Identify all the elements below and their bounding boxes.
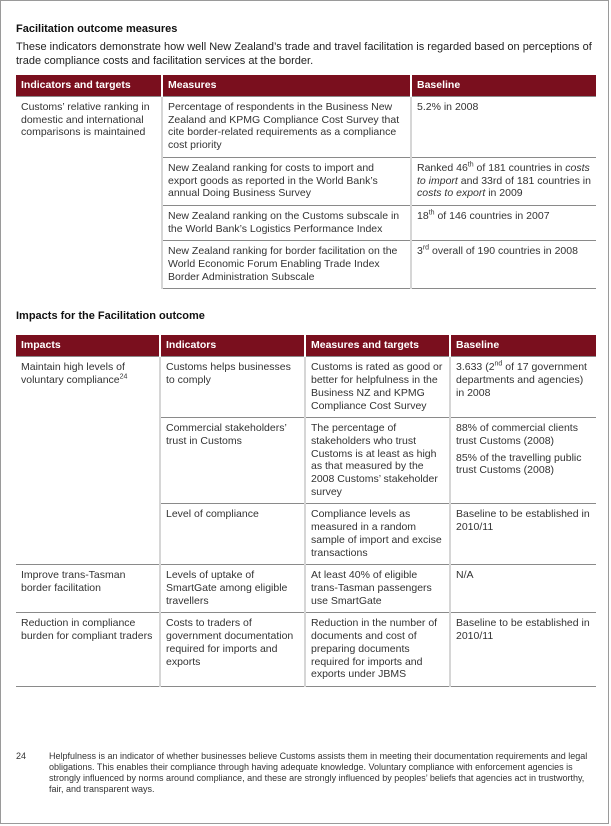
baseline-cell: Baseline to be established in 2010/11	[450, 613, 596, 687]
footnote-text: Helpfulness is an indicator of whether businesses believe Customs assists them in meeting their documentation requirements and legal obligations. This enables their compliance through having adequate knowledge. Voluntary compliance with enforcement agencies is strongly influenced by norms around compliance, and these are strongly influenced by peoples’ beliefs that agencies act in trustworthy, fair, and transparent ways.	[49, 751, 588, 794]
table-row	[16, 97, 596, 158]
baseline-cell: 5.2% in 2008	[411, 97, 596, 158]
facilitation-table	[16, 75, 596, 289]
baseline-cell: 3rd overall of 190 countries in 2008	[411, 241, 596, 289]
indicator-cell: Customs’ relative ranking in domestic and international comparisons is maintained	[16, 97, 162, 289]
baseline-line: 88% of commercial clients trust Customs (2008)	[456, 422, 578, 447]
table-row	[16, 357, 596, 418]
baseline-cell: 18th of 146 countries in 2007	[411, 205, 596, 240]
footnote	[16, 751, 591, 795]
header-indicators: Indicators	[160, 335, 305, 357]
impact-cell: Improve trans-Tasman border facilitation	[16, 565, 160, 613]
indicator-cell: Commercial stakeholders’ trust in Customs	[160, 418, 305, 504]
header-indicators-targets: Indicators and targets	[16, 75, 162, 97]
baseline-cell: 3.633 (2nd of 17 government departments and agencies) in 2008	[450, 357, 596, 418]
impact-cell: Maintain high levels of voluntary compliance$^{24}$	[16, 357, 160, 565]
impacts-table	[16, 335, 596, 686]
measure-cell: Compliance levels as measured in a random sample of import and excise transactions	[305, 504, 450, 565]
measure-cell: At least 40% of eligible trans-Tasman passengers use SmartGate	[305, 565, 450, 613]
header-measures: Measures	[162, 75, 411, 97]
measure-cell: Reduction in the number of documents and cost of preparing documents required for imports and exports under JBMS	[305, 613, 450, 687]
indicator-cell: Customs helps businesses to comply	[160, 357, 305, 418]
footnote-number: 24	[16, 751, 27, 761]
header-baseline: Baseline	[411, 75, 596, 97]
table-row	[16, 565, 596, 613]
baseline-cell	[450, 418, 596, 504]
impacts-title: Impacts for the Facilitation outcome	[16, 310, 205, 323]
baseline-cell: N/A	[450, 565, 596, 613]
baseline-line: 85% of the travelling public trust Customs (2008)	[456, 451, 582, 477]
measure-cell: New Zealand ranking for border facilitation on the World Economic Forum Enabling Trade Index Border Administration Subscale	[162, 241, 411, 289]
header-measures-targets: Measures and targets	[305, 335, 450, 357]
indicator-cell: Level of compliance	[160, 504, 305, 565]
facilitation-intro: These indicators demonstrate how well New Zealand’s trade and travel facilitation is regarded based on perceptions of trade compliance costs and facilitation services at the border.	[16, 41, 592, 67]
baseline-cell: Ranked 46th of 181 countries in costs to import and 33rd of 181 countries in costs to export in 2009	[411, 157, 596, 205]
measure-cell: Percentage of respondents in the Business New Zealand and KPMG Compliance Cost Survey that cite border-related requirements as a compliance cost priority	[162, 97, 411, 158]
measure-cell: The percentage of stakeholders who trust Customs is at least as high as that measured by the 2008 Customs’ stakeholder survey	[305, 418, 450, 504]
header-impacts: Impacts	[16, 335, 160, 357]
measure-cell: New Zealand ranking on the Customs subscale in the World Bank’s Logistics Performance Index	[162, 205, 411, 240]
document-content	[16, 23, 596, 687]
measure-cell: Customs is rated as good or better for helpfulness in the Business NZ and KPMG Compliance Cost Survey	[305, 357, 450, 418]
indicator-cell: Costs to traders of government documentation required for imports and exports	[160, 613, 305, 687]
footnote-ref: 24	[119, 373, 128, 381]
impact-cell: Reduction in compliance burden for compliant traders	[16, 613, 160, 687]
facilitation-title: Facilitation outcome measures	[16, 23, 178, 35]
header-baseline: Baseline	[450, 335, 596, 357]
indicator-cell: Levels of uptake of SmartGate among eligible travellers	[160, 565, 305, 613]
table-row	[16, 613, 596, 687]
baseline-cell: Baseline to be established in 2010/11	[450, 504, 596, 565]
measure-cell: New Zealand ranking for costs to import and export goods as reported in the World Bank’s annual Doing Business Survey	[162, 157, 411, 205]
